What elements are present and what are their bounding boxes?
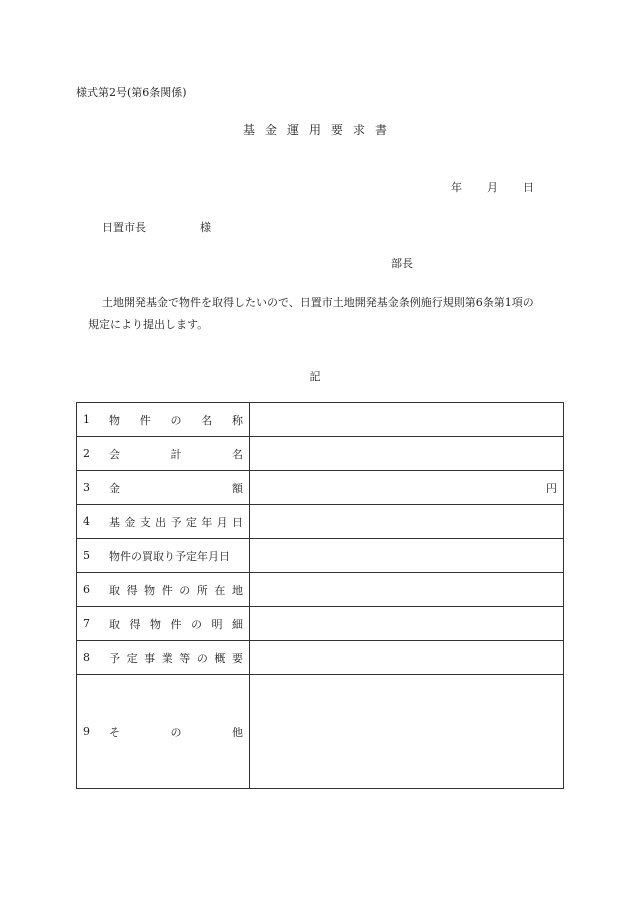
request-statement-line-2: 規定により提出します。 [88, 318, 209, 331]
item-label [109, 650, 243, 666]
item-label-char: 他 [232, 725, 243, 739]
item-label-char: 取 [109, 617, 120, 631]
item-label-char: の [179, 583, 191, 597]
item-label-char: 額 [232, 481, 243, 495]
request-statement [88, 292, 558, 336]
item-label [109, 724, 243, 740]
item-number: 2 [83, 447, 90, 460]
item-label-cell [77, 505, 250, 539]
item-label-cell [77, 607, 250, 641]
item-label-char: 基 [109, 515, 120, 529]
date-month-label: 月 [487, 181, 498, 194]
item-label-char: 取 [109, 583, 120, 597]
date-year-label: 年 [451, 181, 462, 194]
item-label-char: 名 [232, 447, 243, 461]
item-label-char: 出 [155, 515, 167, 529]
item-label-char: 地 [231, 583, 243, 597]
item-label-char: の [191, 617, 202, 631]
item-label-char: 物 [109, 413, 120, 427]
item-label-char: 概 [214, 651, 226, 665]
item-number: 1 [83, 413, 90, 426]
item-label-char: 細 [232, 617, 243, 631]
item-label-char: 予 [170, 515, 182, 529]
table-row [77, 675, 564, 789]
addressee-name: 日置市長 [102, 221, 146, 234]
item-number: 8 [83, 651, 90, 664]
addressee [102, 219, 211, 235]
item-label-char: 物 [150, 617, 161, 631]
item-number: 3 [83, 481, 90, 494]
item-label-char: 件 [161, 583, 173, 597]
item-label-char: 在 [214, 583, 226, 597]
item-label-char: 事 [144, 651, 156, 665]
item-value-field[interactable] [250, 607, 564, 641]
item-label-cell [77, 675, 250, 789]
ki-heading: 記 [309, 370, 321, 383]
table-row [77, 539, 564, 573]
sender-department: 部長 [391, 257, 413, 270]
item-number: 6 [83, 583, 90, 596]
item-label-char: 件 [139, 413, 151, 427]
item-label [109, 514, 243, 530]
item-label-char: 得 [129, 617, 141, 631]
item-label-char: の [170, 413, 182, 427]
table-row [77, 505, 564, 539]
item-label-char: 明 [211, 617, 223, 631]
item-value-field[interactable] [250, 403, 564, 437]
table-row [77, 607, 564, 641]
item-label-char: 得 [126, 583, 138, 597]
item-label-char: 金 [124, 515, 136, 529]
item-label [109, 446, 243, 462]
item-label-char: 称 [232, 413, 243, 427]
item-label-char: 業 [161, 651, 173, 665]
item-value-field[interactable]: 円 [250, 471, 564, 505]
item-value-field[interactable] [250, 505, 564, 539]
item-label-char: 金 [109, 481, 120, 495]
item-label [109, 412, 243, 428]
item-label [109, 480, 243, 496]
item-label-char: の [196, 651, 208, 665]
item-label-char: 会 [109, 447, 120, 461]
item-label-cell [77, 573, 250, 607]
item-label-char: 要 [231, 651, 243, 665]
item-value-field[interactable] [250, 573, 564, 607]
item-label-char: 物 [144, 583, 156, 597]
document-title: 基金運用要求書 [242, 123, 397, 137]
item-label-char: 日 [232, 515, 243, 529]
table-row [77, 573, 564, 607]
item-value-field[interactable] [250, 539, 564, 573]
item-label-char: 月 [216, 515, 228, 529]
item-value-field[interactable] [250, 675, 564, 789]
item-label-cell [77, 437, 250, 471]
item-label-char: 件 [170, 617, 182, 631]
form-number-label: 様式第2号(第6条関係) [76, 86, 187, 99]
item-label-char: 名 [201, 413, 213, 427]
item-label-char: 計 [170, 447, 182, 461]
addressee-honorific: 様 [200, 221, 211, 234]
item-label-cell [77, 403, 250, 437]
item-label-char: そ [109, 725, 120, 739]
item-label-cell [77, 471, 250, 505]
item-label-cell [77, 641, 250, 675]
item-label [109, 616, 243, 632]
item-label: 物件の買取り予定年月日 [109, 549, 230, 563]
item-value-field[interactable] [250, 437, 564, 471]
item-label-char: 予 [109, 651, 120, 665]
request-items-table [76, 402, 564, 789]
item-label-char: 定 [185, 515, 197, 529]
item-label-char: の [170, 725, 182, 739]
item-number: 4 [83, 515, 90, 528]
item-label-cell [77, 539, 250, 573]
item-label-char: 等 [179, 651, 191, 665]
item-label-char: 定 [126, 651, 138, 665]
item-value-field[interactable] [250, 641, 564, 675]
table-row [77, 641, 564, 675]
date-day-label: 日 [523, 181, 534, 194]
date-line [451, 179, 534, 195]
table-row [77, 403, 564, 437]
table-row [77, 437, 564, 471]
request-statement-line-1: 土地開発基金で物件を取得したいので、日置市土地開発基金条例施行規則第6条第1項の [102, 296, 534, 309]
item-label-char: 所 [196, 583, 208, 597]
item-label [109, 582, 243, 598]
item-label-char: 支 [139, 515, 151, 529]
table-row [77, 471, 564, 505]
item-number: 5 [83, 549, 90, 562]
item-number: 7 [83, 617, 90, 630]
item-label-char: 年 [201, 515, 213, 529]
item-number: 9 [83, 725, 90, 738]
